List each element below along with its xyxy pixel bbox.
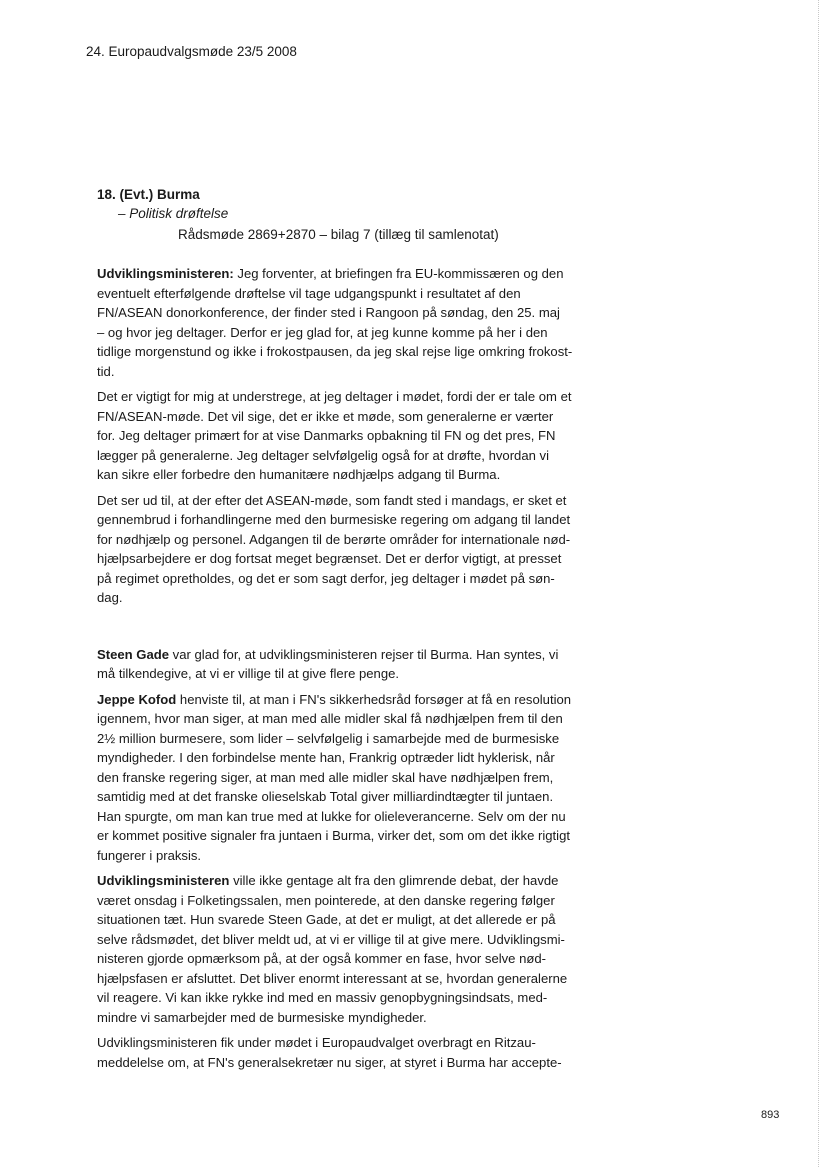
text-line: henviste til, at man i FN's sikkerhedsråd forsøger at få en resolution [176, 691, 572, 707]
text-line: tidlige morgenstund og ikke i frokostpausen, da jeg skal rejse lige omkring frokost- [97, 344, 573, 359]
text-line: Jeg forventer, at briefingen fra EU-kommissæren og den [233, 266, 564, 281]
text-line: Det er vigtigt for mig at understrege, at jeg deltager i mødet, fordi der er tale om et [97, 389, 572, 404]
text-line: ville ikke gentage alt fra den glimrende debat, der havde [229, 873, 559, 888]
text-line: den franske regering siger, at man med alle midler skal have nødhjælpen frem, [97, 769, 554, 785]
paragraph-minister-5 [97, 1033, 587, 1072]
text-line: eventuelt efterfølgende drøftelse vil tage udgangspunkt i resultatet af den [97, 285, 521, 301]
text-line: vil reagere. Vi kan ikke rykke ind med en massiv genopbygningsindsats, med- [97, 990, 548, 1005]
text-line: gennembrud i forhandlingerne med den burmesiske regering om adgang til landet [97, 512, 571, 527]
scan-edge-divider [818, 0, 820, 1167]
text-line: på regimet opretholdes, og det er som sagt derfor, jeg deltager i mødet på søn- [97, 570, 555, 586]
text-line: tid. [97, 363, 115, 379]
text-line: situationen tæt. Hun svarede Steen Gade, at det er muligt, at det allerede er på [97, 912, 556, 927]
agenda-title: 18. (Evt.) Burma [97, 187, 200, 202]
document-header: 24. Europaudvalgsmøde 23/5 2008 [86, 44, 297, 59]
text-line: hjælpsfasen er afsluttet. Det bliver enormt interessant at se, hvordan generalerne [97, 970, 568, 986]
speaker-name: Jeppe Kofod [97, 691, 177, 707]
text-line: samtidig med at det franske olieselskab Total giver milliardindtægter til juntaen. [97, 789, 554, 804]
text-line: var glad for, at udviklingsministeren rejser til Burma. Han syntes, vi [169, 646, 559, 662]
text-line: myndigheder. I den forbindelse mente han, Frankrig optræder lidt hyklerisk, når [97, 750, 555, 765]
text-line: nisteren gjorde opmærksom på, at der også kommer en fase, hvor selve nød- [97, 951, 547, 966]
paragraph-steen-gade [97, 645, 587, 684]
speaker-name: Steen Gade [97, 646, 170, 662]
text-line: Udviklingsministeren fik under mødet i Europaudvalget overbragt en Ritzau- [97, 1035, 536, 1050]
text-line: fungerer i praksis. [97, 847, 202, 863]
text-line: dag. [97, 590, 123, 605]
text-line: – og hvor jeg deltager. Derfor er jeg glad for, at jeg kunne komme på her i den [97, 324, 548, 340]
paragraph-minister-4 [97, 871, 587, 1027]
text-line: 2½ million burmesere, som lider – selvfølgelig i samarbejde med de burmesiske [97, 730, 560, 746]
paragraph-jeppe-kofod [97, 690, 587, 866]
text-line: mindre vi samarbejder med de burmesiske myndigheder. [97, 1009, 427, 1025]
agenda-subtitle: – Politisk drøftelse [118, 206, 229, 221]
paragraph-minister-2 [97, 387, 587, 485]
text-line: må tilkendegive, at vi er villige til at give flere penge. [97, 666, 400, 681]
text-line: for nødhjælp og personel. Adgangen til de berørte områder for internationale nød- [97, 531, 571, 547]
page-number: 893 [761, 1109, 780, 1121]
text-line: hjælpsarbejdere er dog fortsat meget begrænset. Det er derfor vigtigt, at presset [97, 551, 562, 566]
text-line: meddelelse om, at FN's generalsekretær nu siger, at styret i Burma har accepte- [97, 1054, 562, 1070]
text-line: lægger på generalerne. Jeg deltager selvfølgelig også for at drøfte, hvordan vi [97, 447, 549, 463]
text-line: Han spurgte, om man kan true med at lukke for olieleverancerne. Selv om der nu [97, 808, 566, 824]
text-line: selve rådsmødet, det bliver meldt ud, at vi er villige til at give mere. Udviklingsmi- [97, 931, 565, 947]
speaker-name: Udviklingsministeren: [97, 266, 234, 281]
text-line: FN/ASEAN-møde. Det vil sige, det er ikke et møde, som generalerne er værter [97, 408, 554, 424]
text-line: er kommet positive signaler fra juntaen i Burma, virker det, som om det ikke rigtigt [97, 828, 571, 843]
text-line: igennem, hvor man siger, at man med alle midler skal få nødhjælpen frem til den [97, 711, 563, 726]
text-line: Det ser ud til, at der efter det ASEAN-møde, som fandt sted i mandags, er sket et [97, 492, 567, 508]
paragraph-minister-1 [97, 264, 587, 381]
text-line: FN/ASEAN donorkonference, der finder sted i Rangoon på søndag, den 25. maj [97, 305, 560, 320]
paragraph-minister-3 [97, 491, 587, 608]
speaker-name: Udviklingsministeren [97, 873, 230, 888]
agenda-meeting-reference: Rådsmøde 2869+2870 – bilag 7 (tillæg til samlenotat) [178, 227, 499, 242]
text-line: kan sikre eller forbedre den humanitære nødhjælps adgang til Burma. [97, 467, 501, 482]
text-line: for. Jeg deltager primært for at vise Danmarks opbakning til FN og det pres, FN [97, 428, 556, 443]
text-line: været onsdag i Folketingssalen, men pointerede, at den danske regering følger [97, 892, 555, 908]
minutes-body [97, 264, 587, 1072]
